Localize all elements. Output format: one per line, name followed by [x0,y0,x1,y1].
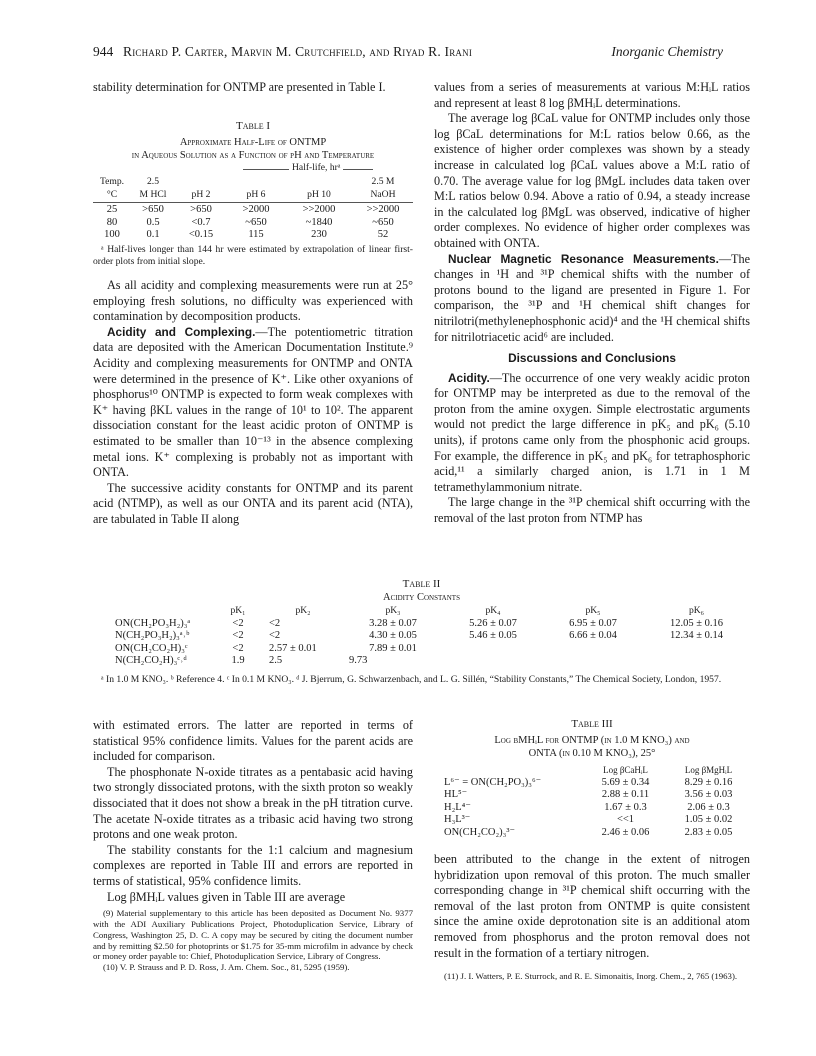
table-cell: ON(CH₂PO₃H₂)₃ᵃ [115,617,191,629]
section-heading: Discussions and Conclusions [508,351,676,366]
table-row [434,789,750,802]
table-label: Table III [571,718,613,730]
paragraph: The average log βCaL value for ONTMP includes only those log βCaL determinations for M:L ratios below 0.66, as the existence of higher order complexes was shown by a steady increase in calculated log βCaL values above a M:L ratio of 0.70. The average value for log βMgL includes data taken over M:L ratios below 0.94. Above a ratio of 0.94, a steady increase in the calculated log βMgL was observed, indicative of higher order complexes. No evidence of higher order complexes was obtained with ONTA. [434,111,750,250]
table-cell: >650 [142,204,164,216]
table-cell: ~1840 [305,216,333,228]
paragraph: As all acidity and complexing measurements were run at 25° employing fresh solutions, no difficulty was experienced with contamination by decomposition products. [93,278,413,324]
col-header: 2.5 [147,176,159,187]
paragraph: been attributed to the change in the extent of nitrogen hybridization upon removal of this proton. The much smaller corresponding change in ³¹P chemical shift occurring with the removal of the last proton from ONTMP is quite consistent since the amine oxide deprotonation site is an additional atom removed from phosphorus and the proton removal does not result in the formation of a tertiary nitrogen. [434,852,750,960]
paragraph: The large change in the ³¹P chemical shift occurring with the removal of the last proton from NTMP has [434,495,750,526]
right-bottom-text [434,852,750,982]
table-row [93,618,750,631]
table-cell: <0.7 [191,216,211,228]
table-row [93,643,750,656]
col-header [434,764,584,777]
table-row [93,217,413,230]
table-row [434,827,750,840]
table-row [93,229,413,242]
table-row [93,630,750,643]
paragraph: values from a series of measurements at various M:HᵢL ratios and represent at least 8 log βMHᵢL determinations. [434,80,750,110]
paragraph: The successive acidity constants for ONTMP and its parent acid (NTMP), as well as our ONTA and its parent acid (NTA), are tabulated in Table II along [93,480,413,526]
runin-heading: Acidity and Complexing. [107,324,256,339]
table-cell: 12.05 ± 0.16 [669,617,723,629]
table-label: Table II [402,578,441,590]
right-top-text [434,80,750,527]
paragraph: The phosphonate N-oxide titrates as a pentabasic acid having two strongly dissociated protons, with the sixth proton so weakly dissociated that it does not show a break in the pH titration curve. The acetate N-oxide titrates as a tribasic acid having two strong protons and one weak proton. [93,764,413,842]
paragraph: —The occurrence of one very weakly acidic proton for ONTMP may be interpreted as due to the removal of the proton from the amine oxygen. Simple electrostatic arguments would not predict the large difference in pK₅ and pK₆ (5.10 units), if protons came only from the phosphonic acid groups. For example, the difference in pK₅ and pK₆ for tetraphosphoric acid,¹¹ a similarly charged anion, is 1.71 in 1 M tetramethylammonium nitrate. [434,370,750,494]
table-cell [543,655,643,668]
paragraph: stability determination for ONTMP are presented in Table I. [93,80,386,94]
table-cell [643,655,750,668]
table-cell: N(CH₂CO₂H)₃ᶜ˒ᵈ [115,655,187,667]
table-cell: <2 [232,642,244,654]
table-label: Table I [235,120,271,132]
col-header: pK₄ [485,605,501,616]
table-cell: 1.9 [231,655,245,667]
table-cell: 1.05 ± 0.02 [684,814,733,826]
col-header: pK₂ [295,605,311,616]
table-cell: 4.30 ± 0.05 [369,630,417,642]
col-header: pK₁ [230,605,246,616]
col-header [93,605,213,618]
col-header: M HCl [139,188,167,200]
table-1 [93,120,413,268]
table-1-grid [93,176,413,242]
table-cell: >2000 [242,204,270,216]
col-header: pK₃ [385,605,401,616]
table-cell: 115 [248,229,264,241]
table-2 [93,578,750,686]
table-cell: 100 [104,229,120,241]
footnote-10: (10) V. P. Strauss and P. D. Ross, J. Am. Chem. Soc., 81, 5295 (1959). [103,962,350,973]
paragraph: —The potentiometric titration data are deposited with the American Documentation Institute.⁹ Acidity and complexing measurements for ONTMP and ONTA were determined in the presence of K⁺. Like other oxyanions of phosphorus¹⁰ ONTMP is expected to form weak complexes with K⁺ having βKL values in the range of 10¹ to 10². The apparent dissociation constant for the least acidic proton of ONTMP is estimated to be smaller than 10⁻¹³ in the absence complexing metal ions. K⁺ complexing is probably not as important with ONTA. [93,324,413,480]
journal-name: Inorganic Chemistry [611,44,723,59]
table-cell: 0.1 [146,229,160,241]
table-cell: <2 [269,630,281,642]
running-authors: Richard P. Carter, Marvin M. Crutchfield, and Riyad R. Irani [123,44,473,59]
table-footnote: ᵃ Half-lives longer than 144 hr were estimated by extrapolation of linear first-order plots from initial slope. [93,243,413,267]
table-cell: 8.29 ± 0.16 [684,776,733,788]
table-cell: H₃L³⁻ [444,814,471,826]
table-row [93,204,413,217]
table-cell: <2 [232,630,244,642]
table-cell: 2.88 ± 0.11 [601,789,650,801]
table-cell: 7.89 ± 0.01 [369,642,417,654]
table-cell: ~650 [245,216,267,228]
col-header: pK₆ [688,605,705,616]
col-header [227,176,285,189]
table-title: Approximate Half-Life of ONTMP [179,137,327,148]
paragraph: Log βMHᵢL values given in Table III are average [107,889,346,904]
table-cell: <0.15 [188,229,214,241]
table-cell: <2 [232,617,244,629]
col-header: Temp. [99,176,125,187]
footnote-9: (9) Material supplementary to this article has been deposited as Document No. 9377 with the ADI Auxiliary Publications Project, Photoduplication Service, Library of Congress, Washington 25, D. C. A copy may be secured by citing the document number and by remitting $2.50 for photoprints or $1.75 for 35-mm microfilm in advance by check or money order payable to: Chief, Photoduplication Service, Library of Congress. [93,908,413,962]
table-cell: 9.73 [349,655,368,667]
table-row [434,814,750,827]
table-2-grid [93,605,750,668]
table-cell [443,655,543,668]
table-3 [434,718,750,840]
table-cell: ON(CH₂CO₂)₃³⁻ [444,826,516,838]
table-cell: N(CH₂PO₃H₂)₃ᵃ˒ᵇ [115,630,190,642]
table-row [434,777,750,790]
table-cell: 3.56 ± 0.03 [684,789,733,801]
table-cell: <<1 [616,814,635,826]
table-title: Log βMHᵢL for ONTMP (in 1.0 M KNO₃) and [494,735,690,746]
table-cell: 12.34 ± 0.14 [669,630,723,642]
col-header: Log βMgHᵢL [684,765,733,775]
table-row [434,802,750,815]
table-cell: ON(CH₂CO₂H)₃ᶜ [115,642,188,654]
runin-heading: Nuclear Magnetic Resonance Measurements. [448,251,719,266]
footnote-11: (11) J. I. Watters, P. E. Sturrock, and R. E. Simonaitis, Inorg. Chem., 2, 765 (1963). [444,971,738,982]
table-cell: >650 [190,204,212,216]
col-header: pH 10 [307,188,331,200]
table-title: in Aqueous Solution as a Function of pH and Temperature [131,150,375,161]
table-cell: 5.46 ± 0.05 [469,630,517,642]
col-header: pH 2 [191,188,211,200]
table-cell: 2.06 ± 0.3 [687,801,730,813]
table-cell: 5.69 ± 0.34 [601,776,650,788]
paragraph: —The changes in ¹H and ³¹P chemical shifts with the number of protons bound to the ligand are presented in Figure 1. For comparison, the ³¹P and ¹H chemical shift changes for nitrilotri(methylenephosphonic acid)⁴ and the ¹H chemical shifts for nitrilotriacetic acid⁶ are included. [434,251,750,344]
table-title: Acidity Constants [383,592,460,603]
table-row [93,655,750,668]
col-header: NaOH [370,188,396,200]
left-bottom-text [93,718,413,973]
table-cell: 1.67 ± 0.3 [604,801,647,813]
col-header: 2.5 M [371,176,395,187]
table-cell: 2.83 ± 0.05 [684,826,733,838]
table-cell: HL⁵⁻ [444,789,468,801]
left-middle-text [93,278,413,528]
running-header [93,44,723,64]
table-cell: 230 [311,229,327,241]
table-cell: 2.5 [269,655,283,667]
table-cell: 80 [106,216,118,228]
table-title: ONTA (in 0.10 M KNO₃), 25° [528,748,656,759]
table-cell [643,643,750,656]
table-cell [443,643,543,656]
table-spanner-row [93,162,413,176]
table-cell: 3.28 ± 0.07 [369,617,417,629]
col-header: pK₅ [585,605,601,616]
table-cell: 0.5 [146,216,160,228]
table-cell: 2.46 ± 0.06 [601,826,650,838]
table-cell: ~650 [372,216,394,228]
col-header: °C [106,188,118,200]
table-cell: 25 [106,204,118,216]
col-header [285,176,353,189]
table-cell: H₂L⁴⁻ [444,801,471,813]
left-top-text [93,80,413,96]
table-cell: 6.95 ± 0.07 [569,617,617,629]
table-3-grid [434,764,750,840]
table-cell [543,643,643,656]
table-cell: 5.26 ± 0.07 [469,617,517,629]
col-header [175,176,227,189]
table-cell: 6.66 ± 0.04 [569,630,617,642]
table-cell: 2.57 ± 0.01 [269,642,317,654]
runin-heading: Acidity. [448,370,490,385]
table-cell: <2 [269,617,281,629]
spanner-label: Half-life, hrᵃ [289,162,343,174]
page-number: 944 [93,44,114,59]
paragraph: with estimated errors. The latter are reported in terms of statistical 95% confidence limits. Values for the parent acids are included for comparison. [93,718,413,764]
col-header: Log βCaHᵢL [603,765,648,775]
col-header: pH 6 [246,188,266,200]
table-cell: >>2000 [302,204,336,216]
table-footnote: ᵃ In 1.0 M KNO₃. ᵇ Reference 4. ᶜ In 0.1 M KNO₃. ᵈ J. Bjerrum, G. Schwarzenbach, and L. G. Sillén, “Stability Constants,” The Chemical Society, London, 1957. [101,673,722,685]
table-cell: 52 [377,229,389,241]
table-cell: >>2000 [366,204,400,216]
paragraph: The stability constants for the 1:1 calcium and magnesium complexes are reported in Table III and errors are reported in terms of statistical, 95% confidence limits. [93,842,413,888]
table-cell: L⁶⁻ = ON(CH₂PO₃)₃⁶⁻ [444,776,542,788]
